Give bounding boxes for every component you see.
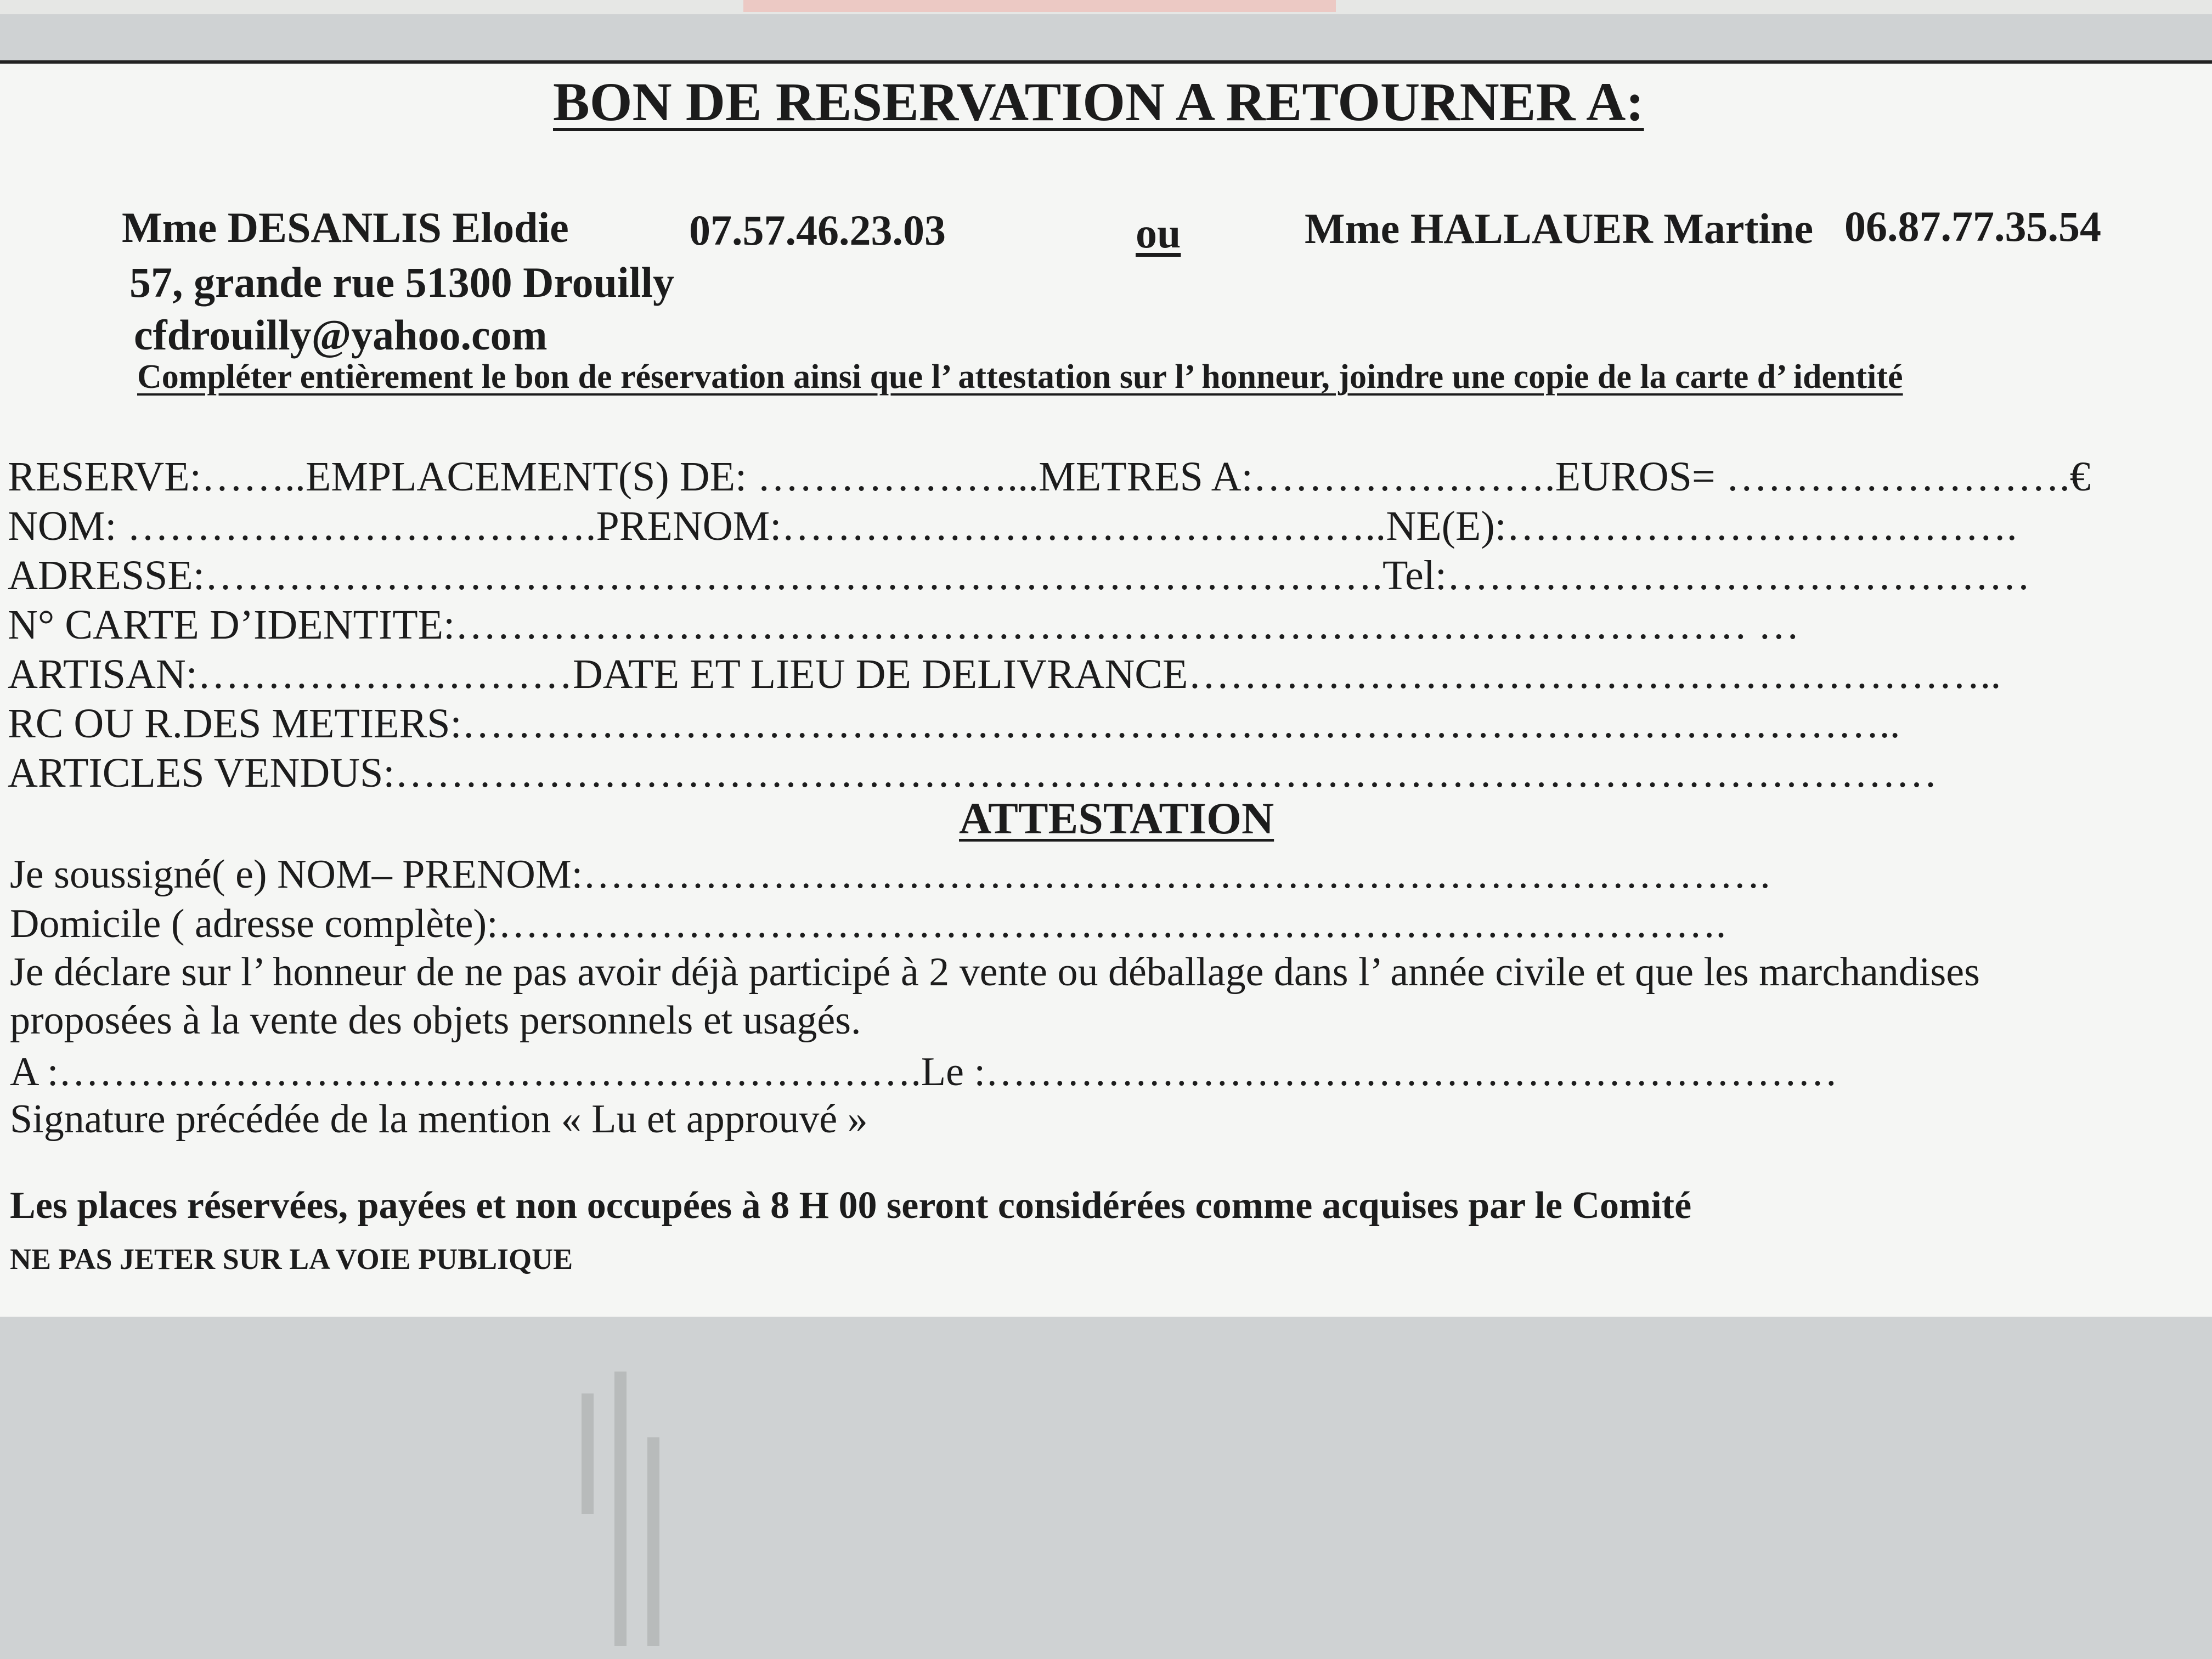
- contact-name-1: Mme DESANLIS Elodie: [122, 204, 569, 251]
- instruction-note: Compléter entièrement le bon de réservation ainsi que l’ attestation sur l’ honneur, joindre une copie de la carte d’ identité: [137, 358, 1903, 396]
- contact-name-2: Mme HALLAUER Martine: [1305, 205, 1814, 252]
- bleed-through-text: [549, 1372, 713, 1657]
- contact-phone-1: 07.57.46.23.03: [689, 206, 946, 254]
- field-reserve: RESERVE:……..EMPLACEMENT(S) DE: ………………...METRES A:………………….EUROS= …………………….€: [8, 454, 2091, 500]
- attestation-declaration-cont: proposées à la vente des objets personnels et usagés.: [10, 998, 861, 1043]
- top-rule: [0, 60, 2212, 64]
- attestation-declaration: Je déclare sur l’ honneur de ne pas avoir déjà participé à 2 vente ou déballage dans l’ année civile et que les marchandises: [10, 950, 1980, 995]
- field-name: NOM: …………………………….PRENOM:……………………………………..NE(E):……………………………….: [8, 503, 2017, 549]
- attestation-title: ATTESTATION: [959, 793, 1274, 843]
- attestation-domicile-line: Domicile ( adresse complète):……………………………………………………………………………….: [10, 901, 1726, 946]
- contact-phone-2: 06.87.77.35.54: [1844, 202, 2101, 250]
- paper-edge: [743, 0, 1336, 12]
- field-articles-sold: ARTICLES VENDUS:…………………………………………………………………………………………………: [8, 750, 1938, 796]
- field-address: ADRESSE:………………………………………………………………………….Tel:……………………………………: [8, 552, 2031, 599]
- attestation-name-line: Je soussigné( e) NOM– PRENOM:…………………………………………………………………………….: [10, 852, 1770, 897]
- field-registry: RC OU R.DES METIERS:…………………………………………………………………………………………..: [8, 701, 1900, 747]
- contact-address: 57, grande rue 51300 Drouilly: [129, 258, 675, 306]
- contact-email: cfdrouilly@yahoo.com: [134, 311, 548, 359]
- form-title: BON DE RESERVATION A RETOURNER A:: [553, 71, 1644, 132]
- attestation-signature: Signature précédée de la mention « Lu et approuvé »: [10, 1097, 868, 1142]
- footer-warning: Les places réservées, payées et non occupées à 8 H 00 seront considérées comme acquises par le Comité: [10, 1184, 1692, 1227]
- field-artisan: ARTISAN:………………………DATE ET LIEU DE DELIVRANCE…………………………………………………..: [8, 651, 2001, 697]
- contact-or: ou: [1136, 209, 1181, 257]
- footer-notice: NE PAS JETER SUR LA VOIE PUBLIQUE: [10, 1243, 573, 1276]
- attestation-place-date: A :……………………………………………………….Le :………………………………………………………: [10, 1049, 1838, 1094]
- field-id-card: N° CARTE D’IDENTITE:………………………………………………………………………………… …: [8, 602, 1800, 648]
